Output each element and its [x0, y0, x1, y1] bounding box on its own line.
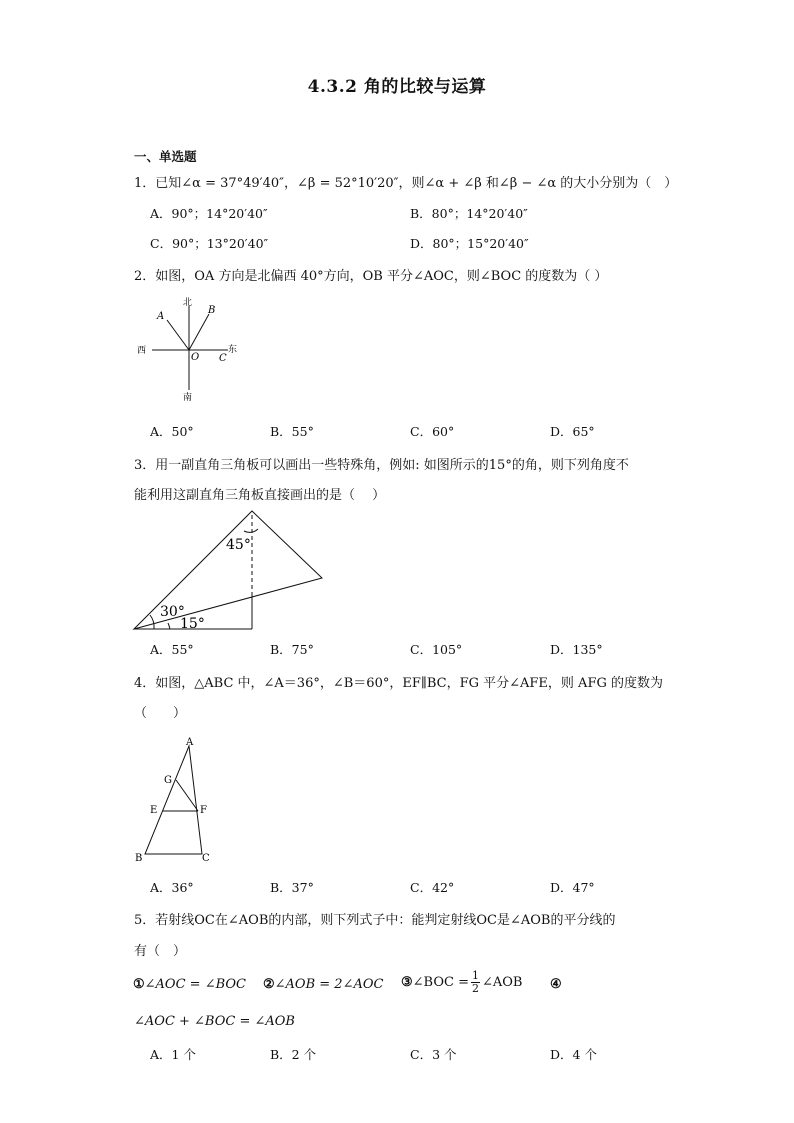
triangle-abc	[145, 746, 202, 854]
page-title: 4.3.2 角的比较与运算	[307, 77, 487, 97]
q2-option-c[interactable]: C．60°	[410, 424, 455, 439]
label-30: 30°	[160, 604, 185, 620]
question-4-text-line1: 4．如图，△ABC 中，∠A＝36°，∠B＝60°，EF∥BC，FG 平分∠AFE，则 AFG 的度数为	[134, 676, 663, 691]
q2-option-d[interactable]: D．65°	[550, 424, 595, 439]
label-south: 南	[183, 393, 193, 403]
question-2-text: 2．如图，OA 方向是北偏西 40°方向，OB 平分∠AOC，则∠BOC 的度数为（ ）	[134, 269, 608, 284]
ray-ob	[189, 314, 209, 350]
q1-option-a[interactable]: A．90°；14°20′40″	[150, 206, 268, 221]
arc-30	[150, 615, 154, 629]
formula-2-text: ∠AOB = 2∠AOC	[274, 977, 384, 992]
label-f: F	[200, 805, 207, 816]
q1-option-b[interactable]: B．80°；14°20′40″	[410, 206, 528, 221]
q5-option-a[interactable]: A．1 个	[150, 1047, 196, 1062]
q2-option-a[interactable]: A．50°	[150, 424, 194, 439]
q3-option-d[interactable]: D．135°	[550, 642, 603, 657]
q3-option-b[interactable]: B．75°	[270, 642, 314, 657]
formula-3-fraction	[471, 970, 480, 995]
triangle-abc-figure	[128, 735, 228, 870]
label-c: C	[202, 853, 210, 864]
q4-option-a[interactable]: A．36°	[150, 880, 194, 895]
question-1-text: 1．已知∠α = 37°49′40″，∠β = 52°10′20″，则∠α + ∠β 和∠β − ∠α 的大小分别为（ ）	[134, 176, 678, 191]
formula-3	[401, 970, 522, 1000]
label-g: G	[164, 775, 172, 786]
compass-figure	[130, 290, 250, 405]
q5-option-b[interactable]: B．2 个	[270, 1047, 317, 1062]
arc-15	[168, 623, 170, 629]
label-15: 15°	[180, 616, 205, 632]
question-3-text-line2: 能利用这副直角三角板直接画出的是（ ）	[134, 488, 386, 503]
formula-3-pre: ∠BOC =	[412, 975, 469, 990]
arc-45	[244, 529, 258, 532]
question-4-text-line2: （ ）	[134, 706, 187, 721]
formula-1-number: ①	[133, 977, 145, 992]
label-c: C	[219, 353, 227, 364]
label-e: E	[150, 805, 158, 816]
q4-option-d[interactable]: D．47°	[550, 880, 595, 895]
q5-option-d[interactable]: D．4 个	[550, 1047, 597, 1062]
question-5-text-line1: 5．若射线OC在∠AOB的内部，则下列式子中：能判定射线OC是∠AOB的平分线的	[134, 913, 616, 928]
formula-3-post: ∠AOB	[481, 975, 523, 990]
section-heading: 一、单选题	[134, 149, 197, 164]
formula-2-number: ②	[263, 977, 275, 992]
label-45: 45°	[226, 537, 251, 553]
q4-option-c[interactable]: C．42°	[410, 880, 455, 895]
q5-option-c[interactable]: C．3 个	[410, 1047, 457, 1062]
label-b: B	[208, 305, 216, 316]
label-o: O	[191, 352, 200, 363]
q4-option-b[interactable]: B．37°	[270, 880, 314, 895]
label-east: 东	[228, 345, 238, 355]
label-north: 北	[183, 298, 193, 308]
formula-1-text: ∠AOC = ∠BOC	[144, 977, 246, 992]
label-west: 西	[137, 346, 147, 356]
question-3-text-line1: 3．用一副直角三角板可以画出一些特殊角，例如: 如图所示的15°的角，则下列角度不	[134, 458, 629, 473]
q1-option-c[interactable]: C．90°；13°20′40″	[150, 236, 269, 251]
formula-2	[263, 977, 383, 992]
triangle-set-figure	[128, 505, 328, 635]
q2-option-b[interactable]: B．55°	[270, 424, 314, 439]
formula-3-number: ③	[401, 975, 413, 990]
q3-option-c[interactable]: C．105°	[410, 642, 463, 657]
label-a: A	[157, 311, 165, 322]
label-b: B	[135, 853, 143, 864]
formula-4-number: ④	[550, 977, 562, 992]
ray-oa	[167, 320, 189, 350]
q3-option-a[interactable]: A．55°	[150, 642, 194, 657]
question-5-text-line2: 有（ ）	[134, 944, 187, 959]
fraction-denominator: 2	[471, 982, 479, 995]
fraction-numerator: 1	[471, 969, 479, 982]
q1-option-d[interactable]: D．80°；15°20′40″	[410, 236, 529, 251]
formula-4-text: ∠AOC + ∠BOC = ∠AOB	[134, 1014, 295, 1029]
formula-1	[133, 977, 246, 992]
label-a: A	[186, 737, 194, 748]
